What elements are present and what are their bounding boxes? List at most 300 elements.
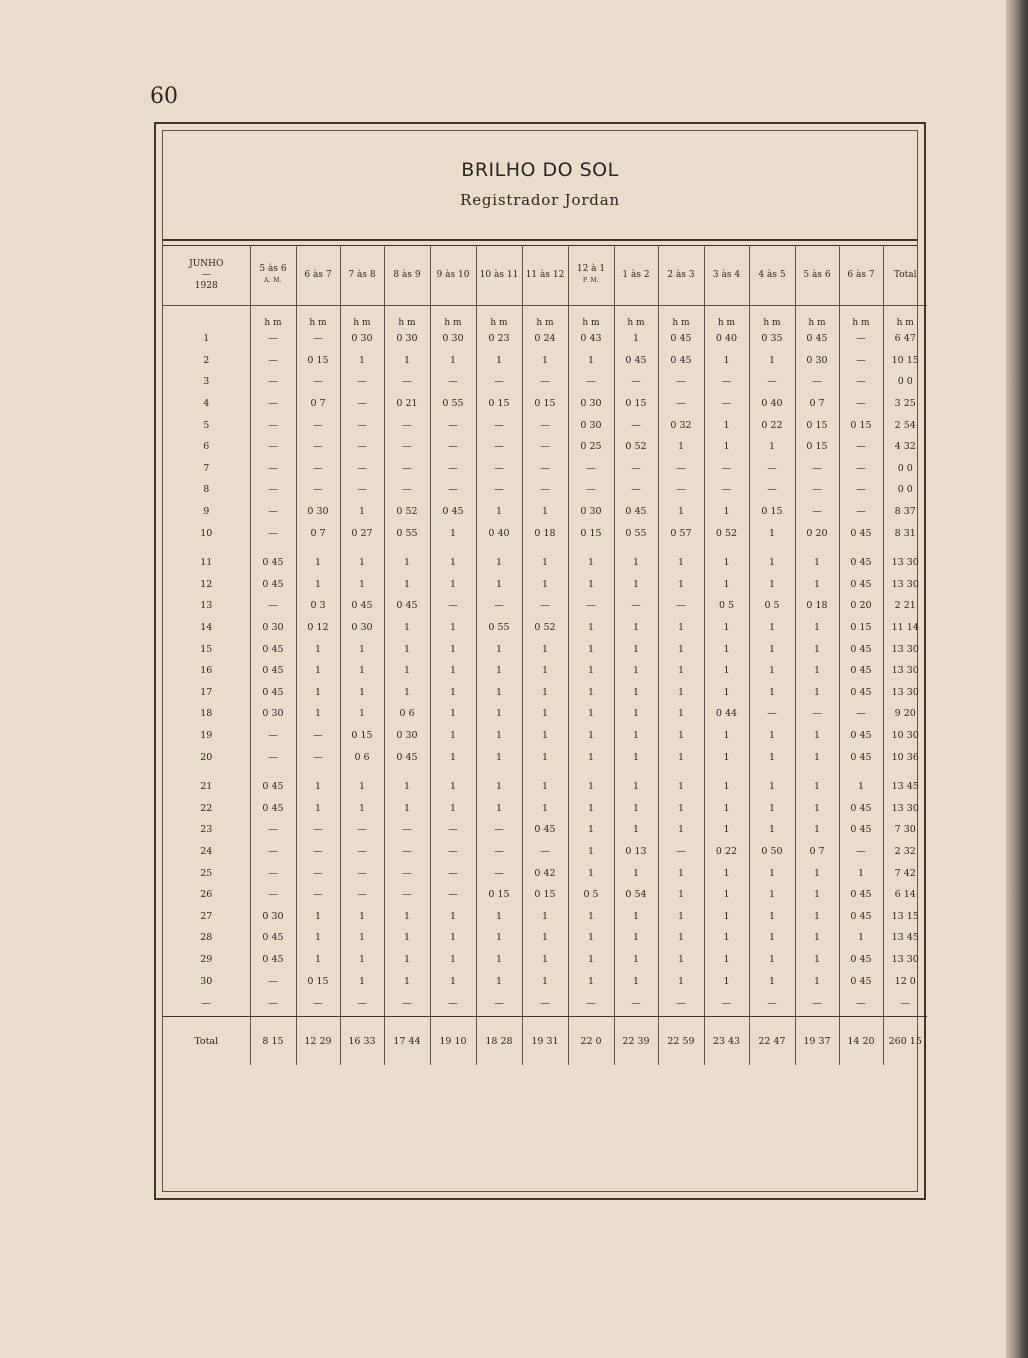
table-cell: — bbox=[839, 501, 883, 523]
table-cell: — bbox=[476, 992, 522, 1017]
table-cell: — bbox=[522, 841, 568, 863]
table-cell: 0 7 bbox=[795, 393, 839, 415]
table-cell: 1 bbox=[568, 819, 614, 841]
table-cell: 7 30 bbox=[883, 819, 927, 841]
table-cell: 10 36 bbox=[883, 746, 927, 768]
table-cell: — bbox=[384, 436, 430, 458]
table-cell: 1 bbox=[795, 776, 839, 798]
spacer-cell bbox=[795, 544, 839, 552]
table-cell: 1 bbox=[658, 819, 704, 841]
table-cell: 1 bbox=[476, 725, 522, 747]
row-day-label: 6 bbox=[203, 441, 210, 453]
table-cell: 1 bbox=[839, 862, 883, 884]
table-cell: 1 bbox=[658, 884, 704, 906]
column-sublabel: A. M. bbox=[264, 277, 282, 284]
table-cell: 0 30 bbox=[250, 617, 296, 639]
table-cell: 1 bbox=[658, 501, 704, 523]
table-cell: — bbox=[476, 819, 522, 841]
table-cell: 1 bbox=[430, 703, 476, 725]
row-day-label: 8 bbox=[203, 484, 210, 496]
table-cell: 1 bbox=[658, 574, 704, 596]
table-cell: 1 bbox=[704, 797, 749, 819]
table-cell: — bbox=[430, 371, 476, 393]
table-cell: 1 bbox=[430, 617, 476, 639]
table-cell: 0 5 bbox=[704, 595, 749, 617]
table-cell: 1 bbox=[384, 949, 430, 971]
column-header bbox=[749, 245, 795, 306]
table-cell: 0 35 bbox=[749, 328, 795, 350]
table-cell: — bbox=[384, 992, 430, 1017]
table-cell: 1 bbox=[704, 746, 749, 768]
table-cell: 0 30 bbox=[384, 328, 430, 350]
column-label: 11 às 12 bbox=[525, 269, 565, 280]
table-cell: — bbox=[795, 992, 839, 1017]
sunshine-table bbox=[163, 245, 927, 1065]
table-row bbox=[163, 660, 927, 682]
table-cell: 1 bbox=[522, 927, 568, 949]
table-cell: 0 23 bbox=[476, 328, 522, 350]
spacer-cell bbox=[430, 544, 476, 552]
table-cell: 1 bbox=[704, 552, 749, 574]
table-cell: 1 bbox=[704, 905, 749, 927]
row-day-label: 26 bbox=[200, 889, 213, 901]
table-cell: 0 57 bbox=[658, 522, 704, 544]
column-label: 8 às 9 bbox=[393, 269, 421, 280]
table-cell: 0 50 bbox=[749, 841, 795, 863]
table-row bbox=[163, 458, 927, 480]
table-cell: — bbox=[704, 393, 749, 415]
column-header bbox=[795, 245, 839, 306]
table-cell: — bbox=[568, 371, 614, 393]
table-cell: 1 bbox=[340, 682, 384, 704]
table-cell: 1 bbox=[522, 350, 568, 372]
table-cell: 1 bbox=[476, 660, 522, 682]
units-cell: h m bbox=[658, 306, 704, 329]
units-cell: h m bbox=[296, 306, 340, 329]
table-cell: 1 bbox=[568, 638, 614, 660]
table-cell: 1 bbox=[522, 797, 568, 819]
table-cell: — bbox=[340, 862, 384, 884]
column-header bbox=[430, 245, 476, 306]
table-cell: 1 bbox=[296, 776, 340, 798]
table-cell: — bbox=[704, 479, 749, 501]
table-cell: 0 45 bbox=[250, 776, 296, 798]
spacer-cell bbox=[658, 768, 704, 776]
table-cell: 1 bbox=[430, 970, 476, 992]
table-cell: 0 45 bbox=[250, 660, 296, 682]
spacer-cell bbox=[384, 768, 430, 776]
table-cell: 1 bbox=[340, 949, 384, 971]
row-day-label: 30 bbox=[200, 975, 213, 987]
table-cell: 13 30 bbox=[883, 797, 927, 819]
table-cell: 0 18 bbox=[522, 522, 568, 544]
table-cell: 1 bbox=[384, 797, 430, 819]
table-cell: — bbox=[384, 479, 430, 501]
table-cell: 1 bbox=[614, 725, 658, 747]
table-cell: 1 bbox=[522, 574, 568, 596]
table-cell: 0 30 bbox=[340, 617, 384, 639]
table-cell: 1 bbox=[568, 725, 614, 747]
table-cell: 1 bbox=[658, 638, 704, 660]
row-day-label: 19 bbox=[200, 729, 213, 741]
units-corner bbox=[163, 306, 250, 329]
table-cell: — bbox=[430, 884, 476, 906]
table-cell: 1 bbox=[476, 350, 522, 372]
table-cell: — bbox=[250, 746, 296, 768]
table-cell: 0 0 bbox=[883, 371, 927, 393]
row-day-label: 9 bbox=[203, 506, 210, 518]
table-cell: — bbox=[296, 992, 340, 1017]
spacer-row bbox=[163, 768, 927, 776]
table-cell: 0 15 bbox=[522, 884, 568, 906]
table-cell: 0 7 bbox=[296, 393, 340, 415]
row-day-label: 23 bbox=[200, 824, 213, 836]
column-label: 5 às 6 bbox=[803, 269, 831, 280]
table-cell: 1 bbox=[568, 949, 614, 971]
table-cell: — bbox=[296, 479, 340, 501]
table-cell: — bbox=[614, 479, 658, 501]
table-cell: — bbox=[749, 458, 795, 480]
table-cell: — bbox=[340, 819, 384, 841]
total-cell: 22 47 bbox=[749, 1019, 795, 1065]
table-cell: 1 bbox=[568, 574, 614, 596]
table-cell: 1 bbox=[749, 862, 795, 884]
table-cell: 1 bbox=[476, 703, 522, 725]
table-cell: 1 bbox=[749, 797, 795, 819]
table-cell: 1 bbox=[430, 776, 476, 798]
table-cell: 0 54 bbox=[614, 884, 658, 906]
table-cell: 1 bbox=[749, 725, 795, 747]
table-cell: — bbox=[658, 393, 704, 415]
table-cell: 1 bbox=[476, 574, 522, 596]
units-cell: h m bbox=[795, 306, 839, 329]
table-cell: 1 bbox=[340, 660, 384, 682]
table-cell: 1 bbox=[795, 617, 839, 639]
table-cell: 1 bbox=[658, 970, 704, 992]
table-cell: 13 30 bbox=[883, 949, 927, 971]
spacer-cell bbox=[384, 544, 430, 552]
table-cell: 0 55 bbox=[384, 522, 430, 544]
table-row bbox=[163, 436, 927, 458]
column-label: Total bbox=[893, 269, 917, 280]
table-cell: 1 bbox=[384, 552, 430, 574]
table-cell: 4 32 bbox=[883, 436, 927, 458]
table-cell: 0 30 bbox=[340, 328, 384, 350]
corner-month: JUNHO bbox=[189, 258, 224, 269]
table-row bbox=[163, 479, 927, 501]
table-cell: — bbox=[614, 458, 658, 480]
table-cell: 1 bbox=[568, 703, 614, 725]
table-cell: 1 bbox=[568, 927, 614, 949]
units-cell: h m bbox=[568, 306, 614, 329]
table-cell: — bbox=[340, 884, 384, 906]
table-cell: 1 bbox=[568, 746, 614, 768]
table-cell: 1 bbox=[340, 927, 384, 949]
total-cell: 19 31 bbox=[522, 1019, 568, 1065]
column-header bbox=[658, 245, 704, 306]
column-header bbox=[384, 245, 430, 306]
table-cell: 1 bbox=[296, 552, 340, 574]
table-row bbox=[163, 819, 927, 841]
table-cell: 1 bbox=[704, 436, 749, 458]
table-cell: 1 bbox=[568, 617, 614, 639]
table-cell: 1 bbox=[749, 574, 795, 596]
table-cell: — bbox=[522, 479, 568, 501]
table-cell: — bbox=[839, 458, 883, 480]
table-cell: 1 bbox=[384, 682, 430, 704]
table-cell: — bbox=[430, 436, 476, 458]
table-cell: 0 45 bbox=[839, 660, 883, 682]
table-cell: — bbox=[384, 414, 430, 436]
total-cell: 22 59 bbox=[658, 1019, 704, 1065]
table-cell: 1 bbox=[658, 927, 704, 949]
table-cell: 2 32 bbox=[883, 841, 927, 863]
table-cell: 1 bbox=[522, 501, 568, 523]
table-cell: 1 bbox=[795, 574, 839, 596]
table-cell: 0 32 bbox=[658, 414, 704, 436]
table-cell: — bbox=[476, 862, 522, 884]
column-header bbox=[476, 245, 522, 306]
table-cell: 1 bbox=[430, 522, 476, 544]
table-cell: — bbox=[340, 371, 384, 393]
table-cell: 1 bbox=[795, 725, 839, 747]
table-cell: 1 bbox=[749, 638, 795, 660]
table-cell: 0 45 bbox=[614, 501, 658, 523]
column-header bbox=[340, 245, 384, 306]
table-cell: 0 45 bbox=[839, 970, 883, 992]
table-cell: 0 45 bbox=[384, 595, 430, 617]
page-subtitle: Registrador Jordan bbox=[460, 191, 620, 209]
table-cell: 0 0 bbox=[883, 479, 927, 501]
total-cell: 22 0 bbox=[568, 1019, 614, 1065]
table-cell: 0 45 bbox=[250, 949, 296, 971]
table-cell: 1 bbox=[749, 927, 795, 949]
column-label: 6 às 7 bbox=[304, 269, 332, 280]
row-day-label: 13 bbox=[200, 600, 213, 612]
table-cell: 0 30 bbox=[430, 328, 476, 350]
table-cell: 0 45 bbox=[839, 884, 883, 906]
table-cell: 1 bbox=[614, 970, 658, 992]
row-day-label: 18 bbox=[200, 708, 213, 720]
table-cell: 1 bbox=[384, 970, 430, 992]
table-cell: — bbox=[522, 414, 568, 436]
table-cell: 0 15 bbox=[476, 884, 522, 906]
table-body bbox=[163, 306, 927, 1065]
table-cell: 1 bbox=[658, 552, 704, 574]
table-cell: 0 52 bbox=[522, 617, 568, 639]
spacer-cell bbox=[430, 768, 476, 776]
table-cell: 0 30 bbox=[795, 350, 839, 372]
total-cell: 22 39 bbox=[614, 1019, 658, 1065]
table-cell: — bbox=[476, 479, 522, 501]
table-cell: — bbox=[296, 436, 340, 458]
column-label: 9 às 10 bbox=[436, 269, 470, 280]
table-cell: 1 bbox=[614, 905, 658, 927]
spacer-cell bbox=[614, 544, 658, 552]
spacer-cell bbox=[614, 768, 658, 776]
table-cell: — bbox=[340, 414, 384, 436]
table-inner-frame bbox=[162, 130, 922, 1192]
table-cell: 0 45 bbox=[839, 905, 883, 927]
table-cell: — bbox=[430, 414, 476, 436]
table-cell: 1 bbox=[704, 884, 749, 906]
table-cell: 1 bbox=[384, 350, 430, 372]
table-cell: 1 bbox=[704, 970, 749, 992]
table-cell: 0 55 bbox=[476, 617, 522, 639]
table-cell: 0 30 bbox=[568, 414, 614, 436]
table-cell: 1 bbox=[795, 797, 839, 819]
table-cell: — bbox=[614, 414, 658, 436]
table-cell: 1 bbox=[568, 970, 614, 992]
table-cell: 1 bbox=[658, 905, 704, 927]
table-row bbox=[163, 595, 927, 617]
table-cell: 0 7 bbox=[795, 841, 839, 863]
table-cell: 10 30 bbox=[883, 725, 927, 747]
table-cell: 1 bbox=[704, 949, 749, 971]
corner-dash: — bbox=[201, 269, 211, 280]
table-cell: — bbox=[839, 328, 883, 350]
spacer-cell bbox=[883, 544, 927, 552]
table-cell: — bbox=[430, 841, 476, 863]
table-cell: — bbox=[296, 746, 340, 768]
table-cell: — bbox=[384, 458, 430, 480]
table-cell: 0 45 bbox=[384, 746, 430, 768]
table-row bbox=[163, 638, 927, 660]
table-cell: 0 6 bbox=[384, 703, 430, 725]
table-cell: 0 7 bbox=[296, 522, 340, 544]
table-row bbox=[163, 905, 927, 927]
table-cell: 1 bbox=[749, 970, 795, 992]
row-day-label: 21 bbox=[200, 781, 213, 793]
table-cell: — bbox=[658, 458, 704, 480]
row-day-label: 2 bbox=[203, 354, 210, 366]
table-cell: 1 bbox=[340, 797, 384, 819]
column-label: 2 às 3 bbox=[667, 269, 695, 280]
table-cell: 1 bbox=[749, 350, 795, 372]
table-cell: 1 bbox=[614, 638, 658, 660]
table-cell: 1 bbox=[522, 703, 568, 725]
total-cell: 260 15 bbox=[883, 1019, 927, 1065]
table-cell: — bbox=[522, 371, 568, 393]
table-cell: — bbox=[430, 479, 476, 501]
table-cell: 1 bbox=[614, 927, 658, 949]
table-cell: 0 45 bbox=[658, 350, 704, 372]
table-cell: 1 bbox=[704, 776, 749, 798]
table-cell: 1 bbox=[296, 682, 340, 704]
table-cell: 1 bbox=[795, 682, 839, 704]
table-cell: 0 45 bbox=[250, 638, 296, 660]
table-cell: 1 bbox=[568, 552, 614, 574]
table-cell: 1 bbox=[476, 797, 522, 819]
table-cell: 1 bbox=[704, 574, 749, 596]
column-label: 4 às 5 bbox=[758, 269, 786, 280]
column-label: 10 às 11 bbox=[479, 269, 519, 280]
column-header bbox=[522, 245, 568, 306]
spacer-cell bbox=[296, 768, 340, 776]
table-cell: 0 45 bbox=[839, 949, 883, 971]
table-row bbox=[163, 522, 927, 544]
table-cell: 1 bbox=[749, 682, 795, 704]
column-header bbox=[614, 245, 658, 306]
table-cell: 0 30 bbox=[568, 393, 614, 415]
table-cell: 1 bbox=[340, 703, 384, 725]
table-cell: — bbox=[476, 595, 522, 617]
table-cell: 0 45 bbox=[340, 595, 384, 617]
table-cell: 0 15 bbox=[476, 393, 522, 415]
table-cell: — bbox=[568, 992, 614, 1017]
table-cell: 0 5 bbox=[568, 884, 614, 906]
table-row bbox=[163, 862, 927, 884]
table-cell: 1 bbox=[749, 436, 795, 458]
table-cell: 0 43 bbox=[568, 328, 614, 350]
total-cell: 16 33 bbox=[340, 1019, 384, 1065]
table-cell: 0 21 bbox=[384, 393, 430, 415]
column-label: 6 às 7 bbox=[847, 269, 875, 280]
table-cell: 0 45 bbox=[430, 501, 476, 523]
table-cell: 1 bbox=[614, 617, 658, 639]
table-cell: 1 bbox=[658, 436, 704, 458]
table-cell: — bbox=[250, 522, 296, 544]
table-cell: 1 bbox=[614, 703, 658, 725]
table-cell: 1 bbox=[614, 746, 658, 768]
table-cell: 1 bbox=[704, 350, 749, 372]
table-cell: 0 30 bbox=[250, 905, 296, 927]
table-cell: 1 bbox=[749, 617, 795, 639]
table-cell: — bbox=[658, 479, 704, 501]
table-cell: 1 bbox=[704, 660, 749, 682]
spacer-cell bbox=[340, 544, 384, 552]
table-cell: — bbox=[296, 841, 340, 863]
table-cell: 13 30 bbox=[883, 552, 927, 574]
units-cell: h m bbox=[749, 306, 795, 329]
table-cell: 0 30 bbox=[568, 501, 614, 523]
column-header bbox=[839, 245, 883, 306]
table-cell: — bbox=[340, 992, 384, 1017]
table-cell: — bbox=[250, 595, 296, 617]
table-cell: 0 45 bbox=[614, 350, 658, 372]
table-cell: 1 bbox=[704, 414, 749, 436]
table-frame bbox=[154, 122, 926, 1200]
table-cell: 1 bbox=[296, 660, 340, 682]
table-cell: 1 bbox=[658, 862, 704, 884]
table-cell: 1 bbox=[476, 927, 522, 949]
table-row bbox=[163, 746, 927, 768]
table-cell: 1 bbox=[614, 682, 658, 704]
table-cell: — bbox=[430, 819, 476, 841]
table-cell: 1 bbox=[384, 905, 430, 927]
table-cell: 0 25 bbox=[568, 436, 614, 458]
row-day-label: 11 bbox=[200, 557, 213, 569]
table-cell: 1 bbox=[614, 574, 658, 596]
total-cell: 14 20 bbox=[839, 1019, 883, 1065]
table-cell: — bbox=[658, 841, 704, 863]
table-cell: 1 bbox=[568, 682, 614, 704]
table-cell: — bbox=[296, 458, 340, 480]
column-label: 5 às 6 bbox=[259, 264, 287, 274]
table-cell: — bbox=[749, 371, 795, 393]
page-title: BRILHO DO SOL bbox=[461, 159, 619, 181]
table-cell: 1 bbox=[658, 776, 704, 798]
table-cell: 0 15 bbox=[839, 617, 883, 639]
table-cell: 1 bbox=[614, 862, 658, 884]
table-cell: 1 bbox=[340, 574, 384, 596]
table-cell: 1 bbox=[749, 522, 795, 544]
table-cell: — bbox=[250, 819, 296, 841]
table-cell: 1 bbox=[704, 819, 749, 841]
table-cell: 7 42 bbox=[883, 862, 927, 884]
table-cell: 1 bbox=[476, 746, 522, 768]
spacer-cell bbox=[476, 768, 522, 776]
